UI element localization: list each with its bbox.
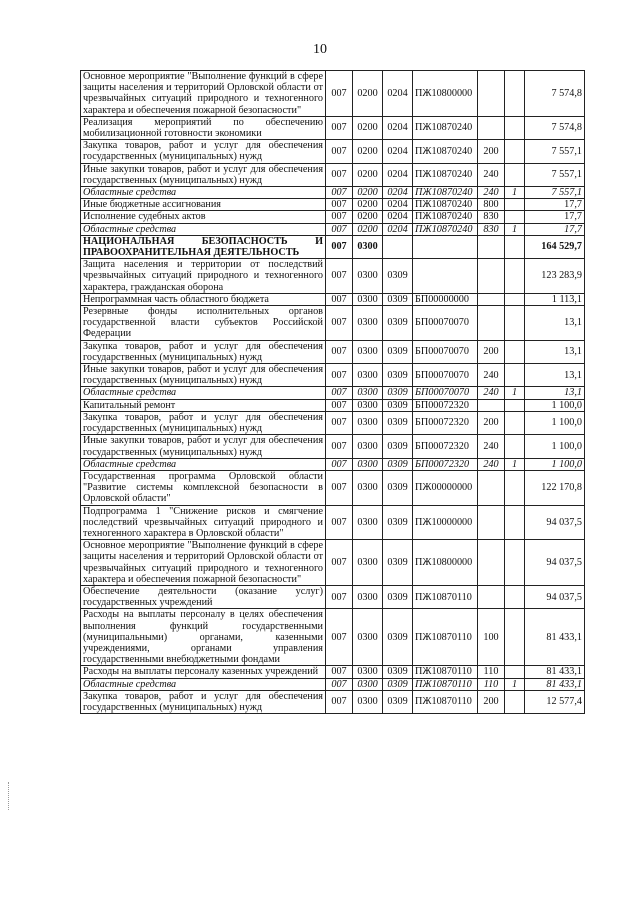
row-rz-cell: 0300 [353, 306, 383, 341]
row-src-cell: 1 [505, 223, 525, 235]
row-vr-cell: 240 [478, 187, 505, 199]
row-rz-cell: 0200 [353, 140, 383, 163]
row-csr-cell: ПЖ10870240 [413, 211, 478, 223]
table-row [81, 223, 585, 235]
row-rz-cell: 0300 [353, 678, 383, 690]
table-row [81, 163, 585, 186]
row-src-cell: 1 [505, 387, 525, 399]
table-row [81, 187, 585, 199]
row-vr-cell: 200 [478, 140, 505, 163]
row-csr-cell: ПЖ10870110 [413, 666, 478, 678]
row-sum-cell: 7 557,1 [525, 163, 585, 186]
row-ved-cell: 007 [326, 71, 353, 117]
row-pr-cell: 0204 [383, 116, 413, 139]
row-name-cell: Реализация мероприятий по обеспечению мобилизационной готовности экономики [81, 116, 326, 139]
row-csr-cell: БП00070070 [413, 387, 478, 399]
table-row [81, 666, 585, 678]
row-rz-cell: 0200 [353, 71, 383, 117]
row-vr-cell: 200 [478, 411, 505, 434]
row-vr-cell: 110 [478, 678, 505, 690]
row-rz-cell: 0300 [353, 259, 383, 294]
row-vr-cell [478, 399, 505, 411]
row-name-cell: Областные средства [81, 223, 326, 235]
row-pr-cell: 0309 [383, 609, 413, 666]
row-rz-cell: 0300 [353, 235, 383, 258]
table-row [81, 609, 585, 666]
row-name-cell: Основное мероприятие "Выполнение функций в сфере защиты населения и территорий Орловской области от чрезвычайных ситуаций природного и техногенного характера и обеспечения пожарной безопасности" [81, 540, 326, 586]
row-src-cell [505, 399, 525, 411]
row-rz-cell: 0300 [353, 609, 383, 666]
row-src-cell [505, 211, 525, 223]
row-name-cell: Областные средства [81, 678, 326, 690]
row-ved-cell: 007 [326, 199, 353, 211]
row-csr-cell [413, 235, 478, 258]
row-vr-cell: 240 [478, 435, 505, 458]
row-pr-cell: 0309 [383, 505, 413, 540]
row-name-cell: Государственная программа Орловской области "Развитие системы комплексной безопасности в Орловской области" [81, 470, 326, 505]
row-name-cell: Иные закупки товаров, работ и услуг для обеспечения государственных (муниципальных) нужд [81, 163, 326, 186]
row-pr-cell: 0309 [383, 690, 413, 713]
row-vr-cell [478, 259, 505, 294]
row-pr-cell: 0309 [383, 458, 413, 470]
row-ved-cell: 007 [326, 609, 353, 666]
row-vr-cell: 100 [478, 609, 505, 666]
row-src-cell: 1 [505, 458, 525, 470]
row-csr-cell: ПЖ10870240 [413, 163, 478, 186]
row-csr-cell: ПЖ10870110 [413, 585, 478, 608]
table-row [81, 540, 585, 586]
row-src-cell [505, 116, 525, 139]
table-row [81, 399, 585, 411]
row-pr-cell: 0309 [383, 306, 413, 341]
row-sum-cell: 81 433,1 [525, 666, 585, 678]
row-vr-cell [478, 306, 505, 341]
row-sum-cell: 7 557,1 [525, 187, 585, 199]
row-sum-cell: 1 100,0 [525, 411, 585, 434]
row-src-cell [505, 163, 525, 186]
row-name-cell: Закупка товаров, работ и услуг для обеспечения государственных (муниципальных) нужд [81, 690, 326, 713]
row-pr-cell: 0204 [383, 71, 413, 117]
row-csr-cell: БП00072320 [413, 458, 478, 470]
row-sum-cell: 1 100,0 [525, 399, 585, 411]
row-sum-cell: 94 037,5 [525, 505, 585, 540]
row-vr-cell [478, 470, 505, 505]
row-sum-cell: 13,1 [525, 306, 585, 341]
row-pr-cell: 0309 [383, 666, 413, 678]
row-rz-cell: 0300 [353, 540, 383, 586]
row-rz-cell: 0300 [353, 399, 383, 411]
row-csr-cell: ПЖ10000000 [413, 505, 478, 540]
row-pr-cell: 0309 [383, 435, 413, 458]
table-body [81, 71, 585, 714]
row-ved-cell: 007 [326, 470, 353, 505]
row-rz-cell: 0200 [353, 163, 383, 186]
table-row [81, 199, 585, 211]
table-row [81, 411, 585, 434]
row-vr-cell: 240 [478, 163, 505, 186]
row-sum-cell: 81 433,1 [525, 678, 585, 690]
row-pr-cell: 0309 [383, 411, 413, 434]
row-src-cell [505, 540, 525, 586]
row-csr-cell: БП00072320 [413, 411, 478, 434]
row-src-cell [505, 235, 525, 258]
row-vr-cell: 110 [478, 666, 505, 678]
row-ved-cell: 007 [326, 678, 353, 690]
row-ved-cell: 007 [326, 340, 353, 363]
row-name-cell: Закупка товаров, работ и услуг для обеспечения государственных (муниципальных) нужд [81, 340, 326, 363]
table-row [81, 585, 585, 608]
row-vr-cell [478, 293, 505, 305]
row-pr-cell: 0309 [383, 387, 413, 399]
row-src-cell [505, 306, 525, 341]
row-pr-cell: 0204 [383, 163, 413, 186]
row-ved-cell: 007 [326, 293, 353, 305]
row-pr-cell: 0309 [383, 259, 413, 294]
row-vr-cell [478, 71, 505, 117]
table-row [81, 387, 585, 399]
row-ved-cell: 007 [326, 690, 353, 713]
table-row [81, 116, 585, 139]
row-vr-cell [478, 116, 505, 139]
row-name-cell: Обеспечение деятельности (оказание услуг) государственных учреждений [81, 585, 326, 608]
row-sum-cell: 7 574,8 [525, 116, 585, 139]
row-src-cell [505, 505, 525, 540]
row-name-cell: Иные бюджетные ассигнования [81, 199, 326, 211]
row-vr-cell: 830 [478, 223, 505, 235]
row-pr-cell: 0309 [383, 585, 413, 608]
row-ved-cell: 007 [326, 411, 353, 434]
row-pr-cell: 0309 [383, 293, 413, 305]
row-vr-cell: 800 [478, 199, 505, 211]
row-name-cell: Непрограммная часть областного бюджета [81, 293, 326, 305]
row-name-cell: Капитальный ремонт [81, 399, 326, 411]
table-row [81, 211, 585, 223]
row-rz-cell: 0300 [353, 666, 383, 678]
row-sum-cell: 123 283,9 [525, 259, 585, 294]
row-pr-cell: 0309 [383, 470, 413, 505]
row-csr-cell: ПЖ10870240 [413, 140, 478, 163]
row-pr-cell: 0309 [383, 399, 413, 411]
table-row [81, 235, 585, 258]
row-vr-cell [478, 540, 505, 586]
row-csr-cell: ПЖ10870240 [413, 199, 478, 211]
row-vr-cell: 240 [478, 364, 505, 387]
row-csr-cell: ПЖ10870240 [413, 116, 478, 139]
row-rz-cell: 0300 [353, 411, 383, 434]
row-vr-cell [478, 585, 505, 608]
row-sum-cell: 94 037,5 [525, 540, 585, 586]
row-name-cell: Областные средства [81, 387, 326, 399]
row-rz-cell: 0300 [353, 585, 383, 608]
row-name-cell: Иные закупки товаров, работ и услуг для обеспечения государственных (муниципальных) нужд [81, 364, 326, 387]
row-rz-cell: 0300 [353, 435, 383, 458]
row-rz-cell: 0300 [353, 340, 383, 363]
row-name-cell: Областные средства [81, 187, 326, 199]
row-csr-cell: ПЖ10870110 [413, 609, 478, 666]
row-vr-cell [478, 505, 505, 540]
row-pr-cell: 0309 [383, 364, 413, 387]
row-ved-cell: 007 [326, 211, 353, 223]
row-ved-cell: 007 [326, 585, 353, 608]
table-row [81, 293, 585, 305]
table-row [81, 470, 585, 505]
row-name-cell: Иные закупки товаров, работ и услуг для обеспечения государственных (муниципальных) нужд [81, 435, 326, 458]
row-csr-cell: ПЖ10800000 [413, 540, 478, 586]
row-csr-cell: ПЖ00000000 [413, 470, 478, 505]
row-pr-cell: 0309 [383, 340, 413, 363]
row-name-cell: Областные средства [81, 458, 326, 470]
row-vr-cell [478, 235, 505, 258]
row-sum-cell: 12 577,4 [525, 690, 585, 713]
row-ved-cell: 007 [326, 666, 353, 678]
row-csr-cell: БП00070070 [413, 306, 478, 341]
row-sum-cell: 1 100,0 [525, 435, 585, 458]
row-ved-cell: 007 [326, 163, 353, 186]
table-row [81, 505, 585, 540]
row-ved-cell: 007 [326, 435, 353, 458]
row-sum-cell: 1 100,0 [525, 458, 585, 470]
row-pr-cell: 0204 [383, 199, 413, 211]
row-sum-cell: 7 574,8 [525, 71, 585, 117]
row-name-cell: НАЦИОНАЛЬНАЯ БЕЗОПАСНОСТЬ И ПРАВООХРАНИТЕЛЬНАЯ ДЕЯТЕЛЬНОСТЬ [81, 235, 326, 258]
row-src-cell [505, 690, 525, 713]
row-ved-cell: 007 [326, 458, 353, 470]
row-ved-cell: 007 [326, 540, 353, 586]
row-src-cell [505, 71, 525, 117]
row-ved-cell: 007 [326, 259, 353, 294]
row-vr-cell: 200 [478, 690, 505, 713]
row-name-cell: Исполнение судебных актов [81, 211, 326, 223]
row-rz-cell: 0300 [353, 387, 383, 399]
row-ved-cell: 007 [326, 364, 353, 387]
row-pr-cell: 0309 [383, 678, 413, 690]
row-sum-cell: 122 170,8 [525, 470, 585, 505]
row-sum-cell: 17,7 [525, 199, 585, 211]
row-sum-cell: 94 037,5 [525, 585, 585, 608]
row-pr-cell: 0204 [383, 223, 413, 235]
row-csr-cell: ПЖ10800000 [413, 71, 478, 117]
row-csr-cell: БП00072320 [413, 435, 478, 458]
budget-table [80, 70, 585, 714]
row-sum-cell: 13,1 [525, 340, 585, 363]
row-csr-cell: БП00070070 [413, 340, 478, 363]
row-rz-cell: 0200 [353, 199, 383, 211]
row-ved-cell: 007 [326, 387, 353, 399]
table-row [81, 340, 585, 363]
row-rz-cell: 0300 [353, 458, 383, 470]
row-pr-cell: 0204 [383, 140, 413, 163]
table-row [81, 458, 585, 470]
row-rz-cell: 0300 [353, 690, 383, 713]
row-rz-cell: 0200 [353, 223, 383, 235]
row-src-cell [505, 364, 525, 387]
row-sum-cell: 164 529,7 [525, 235, 585, 258]
row-csr-cell: ПЖ10870110 [413, 678, 478, 690]
row-src-cell [505, 140, 525, 163]
row-name-cell: Закупка товаров, работ и услуг для обеспечения государственных (муниципальных) нужд [81, 140, 326, 163]
table-row [81, 435, 585, 458]
row-sum-cell: 17,7 [525, 223, 585, 235]
row-sum-cell: 1 113,1 [525, 293, 585, 305]
row-ved-cell: 007 [326, 140, 353, 163]
row-rz-cell: 0300 [353, 505, 383, 540]
row-csr-cell: ПЖ10870240 [413, 223, 478, 235]
row-src-cell [505, 340, 525, 363]
row-rz-cell: 0200 [353, 116, 383, 139]
row-name-cell: Расходы на выплаты персоналу в целях обеспечения выполнения функций государственными (муниципальными) органами, казенными учреждениями, органами управления государственными внебюджетными фондами [81, 609, 326, 666]
row-src-cell [505, 666, 525, 678]
row-src-cell: 1 [505, 678, 525, 690]
row-sum-cell: 81 433,1 [525, 609, 585, 666]
row-ved-cell: 007 [326, 505, 353, 540]
row-name-cell: Подпрограмма 1 "Снижение рисков и смягчение последствий чрезвычайных ситуаций природного и техногенного характера в Орловской области" [81, 505, 326, 540]
row-rz-cell: 0300 [353, 470, 383, 505]
margin-mark [8, 782, 11, 810]
row-pr-cell [383, 235, 413, 258]
row-name-cell: Резервные фонды исполнительных органов государственной власти субъектов Российской Федерации [81, 306, 326, 341]
row-src-cell [505, 585, 525, 608]
row-src-cell [505, 411, 525, 434]
row-name-cell: Основное мероприятие "Выполнение функций в сфере защиты населения и территорий Орловской области от чрезвычайных ситуаций природного и техногенного характера и обеспечения пожарной безопасности" [81, 71, 326, 117]
row-ved-cell: 007 [326, 306, 353, 341]
row-csr-cell: БП00072320 [413, 399, 478, 411]
row-src-cell [505, 470, 525, 505]
row-pr-cell: 0309 [383, 540, 413, 586]
row-ved-cell: 007 [326, 116, 353, 139]
table-row [81, 71, 585, 117]
row-vr-cell: 200 [478, 340, 505, 363]
row-sum-cell: 13,1 [525, 364, 585, 387]
table-row [81, 678, 585, 690]
row-rz-cell: 0300 [353, 293, 383, 305]
row-sum-cell: 13,1 [525, 387, 585, 399]
table-row [81, 690, 585, 713]
row-rz-cell: 0300 [353, 364, 383, 387]
table-row [81, 364, 585, 387]
page-number: 10 [313, 42, 327, 57]
table-row [81, 140, 585, 163]
row-vr-cell: 830 [478, 211, 505, 223]
row-ved-cell: 007 [326, 235, 353, 258]
row-name-cell: Закупка товаров, работ и услуг для обеспечения государственных (муниципальных) нужд [81, 411, 326, 434]
row-src-cell [505, 435, 525, 458]
row-csr-cell: ПЖ10870240 [413, 187, 478, 199]
row-rz-cell: 0200 [353, 211, 383, 223]
table-row [81, 259, 585, 294]
row-sum-cell: 17,7 [525, 211, 585, 223]
row-rz-cell: 0200 [353, 187, 383, 199]
row-name-cell: Расходы на выплаты персоналу казенных учреждений [81, 666, 326, 678]
row-ved-cell: 007 [326, 223, 353, 235]
row-src-cell [505, 199, 525, 211]
row-vr-cell: 240 [478, 458, 505, 470]
row-csr-cell [413, 259, 478, 294]
table-row [81, 306, 585, 341]
row-src-cell: 1 [505, 187, 525, 199]
row-vr-cell: 240 [478, 387, 505, 399]
row-src-cell [505, 259, 525, 294]
row-pr-cell: 0204 [383, 187, 413, 199]
row-ved-cell: 007 [326, 187, 353, 199]
row-src-cell [505, 609, 525, 666]
row-src-cell [505, 293, 525, 305]
row-csr-cell: ПЖ10870110 [413, 690, 478, 713]
row-csr-cell: БП00000000 [413, 293, 478, 305]
row-pr-cell: 0204 [383, 211, 413, 223]
row-ved-cell: 007 [326, 399, 353, 411]
row-csr-cell: БП00070070 [413, 364, 478, 387]
row-name-cell: Защита населения и территории от последствий чрезвычайных ситуаций природного и техногенного характера, гражданская оборона [81, 259, 326, 294]
row-sum-cell: 7 557,1 [525, 140, 585, 163]
